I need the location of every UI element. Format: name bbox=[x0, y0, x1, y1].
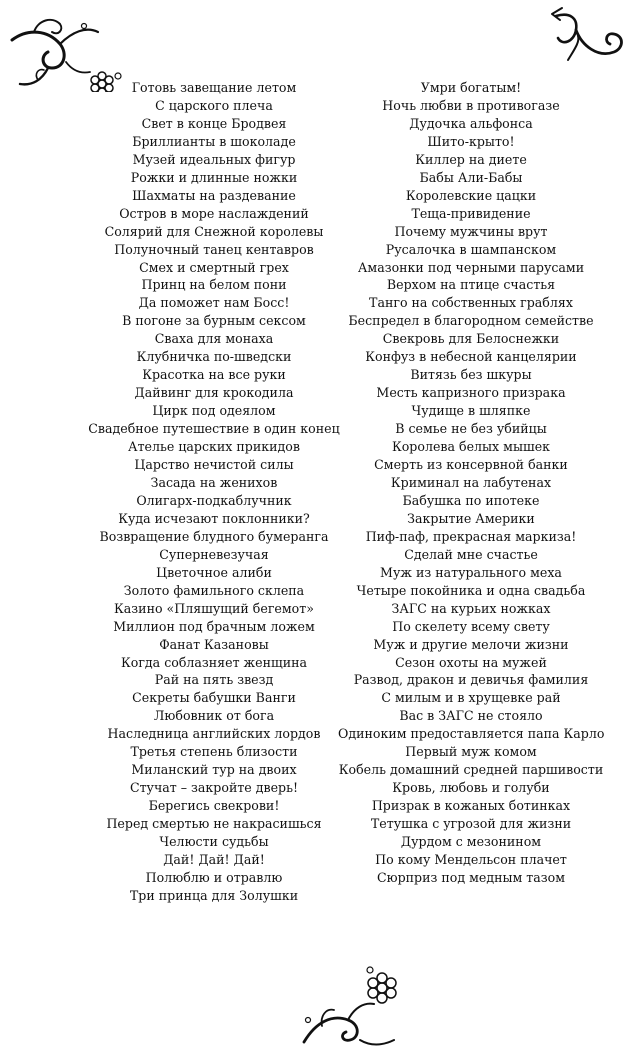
book-title: ЗАГС на курьих ножках bbox=[391, 600, 551, 616]
book-title: Любовник от бога bbox=[153, 708, 275, 724]
book-title: Ателье царских прикидов bbox=[128, 439, 300, 455]
corner-flourish-icon bbox=[548, 6, 628, 70]
book-title: Перед смертью не накрасишься bbox=[106, 816, 322, 832]
title-list-left bbox=[86, 79, 342, 905]
book-title: Свекровь для Белоснежки bbox=[382, 331, 560, 347]
book-title: Теща-привидение bbox=[411, 205, 531, 221]
book-title: Амазонки под черными парусами bbox=[357, 259, 585, 275]
book-title: Свет в конце Бродвея bbox=[141, 115, 287, 131]
book-title: Полюблю и отравлю bbox=[145, 869, 283, 885]
book-title: Чудище в шляпке bbox=[411, 403, 531, 419]
book-title: Наследница английских лордов bbox=[107, 726, 321, 742]
book-title: Цирк под одеялом bbox=[152, 403, 276, 419]
book-title: Смерть из консервной банки bbox=[374, 457, 568, 473]
book-title: Первый муж комом bbox=[405, 744, 537, 760]
book-title: Цветочное алиби bbox=[156, 564, 272, 580]
book-title: Три принца для Золушки bbox=[129, 887, 299, 903]
book-title: Тетушка с угрозой для жизни bbox=[370, 816, 572, 832]
book-title: Развод, дракон и девичья фамилия bbox=[353, 672, 589, 688]
book-title: С царского плеча bbox=[155, 97, 273, 113]
book-title: Русалочка в шампанском bbox=[385, 241, 557, 257]
book-title: Готовь завещание летом bbox=[131, 80, 297, 95]
book-title: Засада на женихов bbox=[150, 474, 278, 490]
book-title: Закрытие Америки bbox=[407, 510, 535, 526]
book-title: Смех и смертный грех bbox=[139, 259, 289, 275]
book-title: Берегись свекрови! bbox=[148, 798, 280, 814]
book-title: Ночь любви в противогазе bbox=[382, 97, 560, 113]
book-title: Сваха для монаха bbox=[154, 331, 274, 347]
book-title: Да поможет нам Босс! bbox=[138, 295, 290, 311]
book-title: Секреты бабушки Ванги bbox=[132, 690, 296, 706]
book-title: Беспредел в благородном семействе bbox=[348, 313, 594, 329]
book-title: Призрак в кожаных ботинках bbox=[371, 798, 571, 814]
book-title: Красотка на все руки bbox=[142, 367, 286, 383]
book-title: Одиноким предоставляется папа Карло bbox=[338, 726, 605, 742]
book-title: Царство нечистой силы bbox=[134, 457, 294, 473]
book-title: В погоне за бурным сексом bbox=[122, 313, 306, 329]
book-title: Кобель домашний средней паршивости bbox=[338, 762, 604, 778]
book-title: Миллион под брачным ложем bbox=[113, 618, 315, 634]
book-title: Сезон охоты на мужей bbox=[395, 654, 547, 670]
book-title: Свадебное путешествие в один конец bbox=[88, 421, 340, 437]
book-title: Когда соблазняет женщина bbox=[121, 654, 307, 670]
book-title: Рожки и длинные ножки bbox=[130, 169, 298, 185]
book-title: Солярий для Снежной королевы bbox=[104, 223, 324, 239]
book-title: Пиф-паф, прекрасная маркиза! bbox=[365, 528, 577, 544]
book-title: Умри богатым! bbox=[420, 80, 522, 95]
book-title: Полуночный танец кентавров bbox=[114, 241, 314, 257]
book-title: Сюрприз под медным тазом bbox=[376, 869, 566, 885]
book-title: Фанат Казановы bbox=[159, 636, 269, 652]
book-title: Бабы Али-Бабы bbox=[419, 169, 523, 185]
book-title: Шито-крыто! bbox=[427, 133, 515, 149]
book-title: Дайвинг для крокодила bbox=[134, 385, 294, 401]
book-title: По кому Мендельсон плачет bbox=[375, 851, 567, 867]
book-title: Четыре покойника и одна свадьба bbox=[356, 582, 586, 598]
book-title: Почему мужчины врут bbox=[394, 223, 548, 239]
book-title: Остров в море наслаждений bbox=[119, 205, 309, 221]
book-title: Криминал на лабутенах bbox=[390, 474, 552, 490]
book-title: Муж из натурального меха bbox=[380, 564, 562, 580]
flourish-flower-icon bbox=[298, 966, 408, 1050]
book-title: Олигарх-подкаблучник bbox=[136, 492, 292, 508]
book-title: Бриллианты в шоколаде bbox=[132, 133, 296, 149]
book-title: Клубничка по-шведски bbox=[136, 349, 292, 365]
book-title: Киллер на диете bbox=[415, 151, 527, 167]
book-title: Дай! Дай! Дай! bbox=[163, 851, 265, 867]
book-title: Шахматы на раздевание bbox=[132, 187, 296, 203]
book-title: Музей идеальных фигур bbox=[132, 151, 296, 167]
flower-icon bbox=[368, 973, 396, 1003]
book-title: Бабушка по ипотеке bbox=[402, 492, 540, 508]
book-title: Витязь без шкуры bbox=[410, 367, 532, 383]
book-title: Челюсти судьбы bbox=[159, 834, 269, 850]
book-title: Сделай мне счастье bbox=[404, 546, 538, 562]
book-title: Дурдом с мезонином bbox=[400, 834, 542, 850]
book-title: Месть капризного призрака bbox=[376, 385, 566, 401]
book-title: Принц на белом пони bbox=[141, 277, 287, 293]
book-title: Казино «Пляшущий бегемот» bbox=[114, 600, 314, 616]
book-title: Королева белых мышек bbox=[391, 439, 551, 455]
book-title: Конфуз в небесной канцелярии bbox=[365, 349, 577, 365]
book-title: Возвращение блудного бумеранга bbox=[99, 528, 329, 544]
book-title: Верхом на птице счастья bbox=[386, 277, 556, 293]
book-title: Муж и другие мелочи жизни bbox=[373, 636, 569, 652]
book-title: Рай на пять звезд bbox=[154, 672, 274, 688]
book-title: Куда исчезают поклонники? bbox=[118, 510, 310, 526]
book-title: Суперневезучая bbox=[159, 546, 269, 562]
book-title: Миланский тур на двоих bbox=[131, 762, 297, 778]
book-title: По скелету всему свету bbox=[392, 618, 550, 634]
book-title: Золото фамильного склепа bbox=[123, 582, 305, 598]
book-title: Стучат – закройте дверь! bbox=[129, 780, 299, 796]
book-title: Третья степень близости bbox=[130, 744, 298, 760]
book-title: Королевские цацки bbox=[405, 187, 537, 203]
title-list-right bbox=[338, 79, 604, 887]
book-title: Дудочка альфонса bbox=[409, 115, 533, 131]
book-title: В семье не без убийцы bbox=[395, 421, 547, 437]
book-title: Танго на собственных граблях bbox=[369, 295, 573, 311]
book-title: Вас в ЗАГС не стояло bbox=[399, 708, 543, 724]
book-title: Кровь, любовь и голуби bbox=[392, 780, 550, 796]
book-title: С милым и в хрущевке рай bbox=[381, 690, 561, 706]
